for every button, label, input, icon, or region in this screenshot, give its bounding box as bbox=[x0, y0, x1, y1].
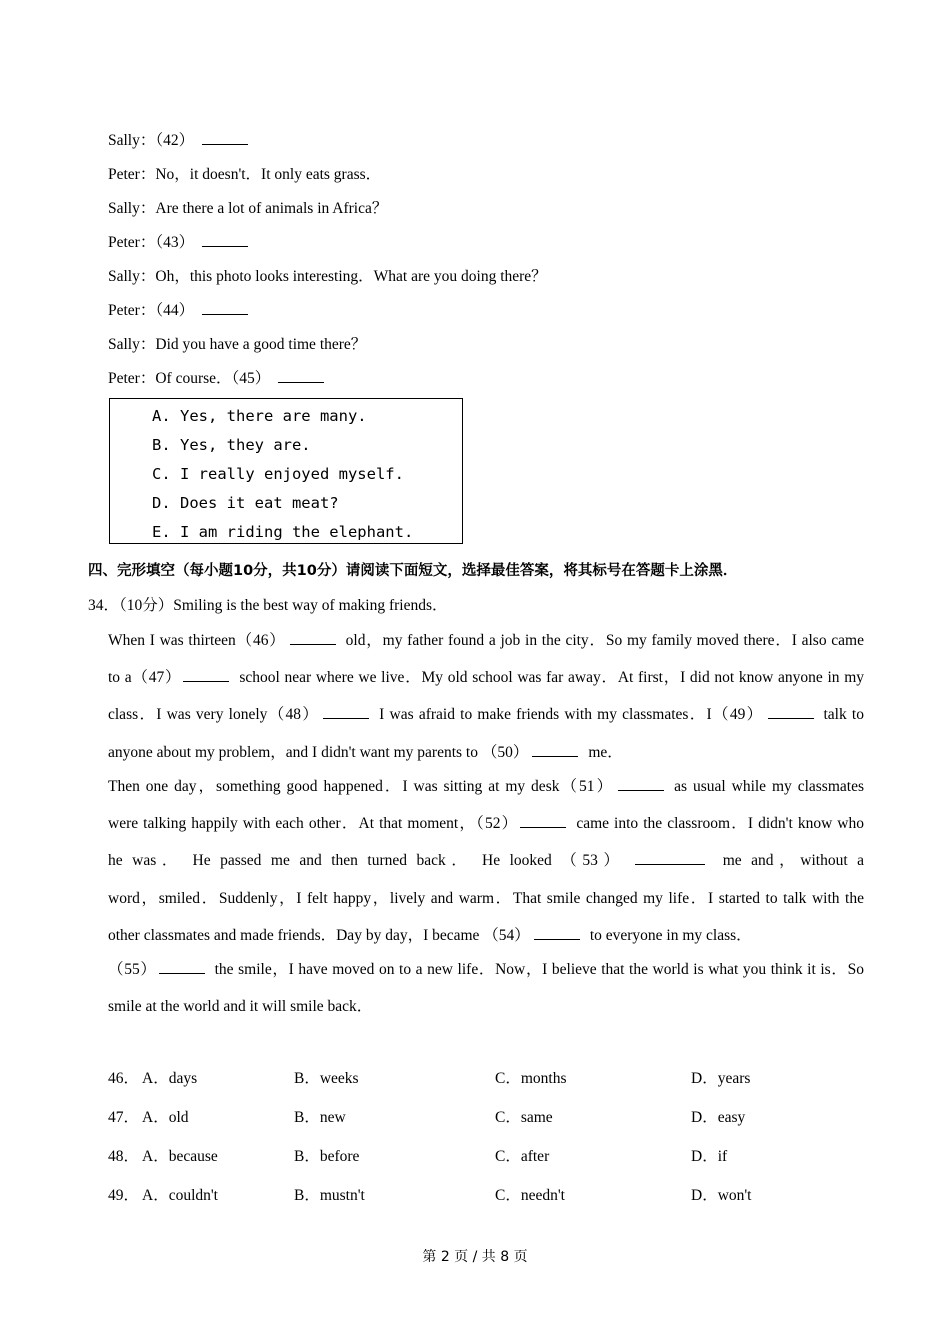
answer-blank-54[interactable] bbox=[534, 938, 580, 940]
speaker: Sally： bbox=[108, 268, 156, 285]
question-number: 48． bbox=[108, 1148, 140, 1165]
passage-text: word，smiled．Suddenly，I felt happy，lively and warm．That smile changed my life．I started to talk with the bbox=[108, 890, 864, 907]
passage-text: he was． He passed me and then turned back． He looked （53） bbox=[108, 852, 625, 869]
answer-blank-46[interactable] bbox=[290, 643, 336, 645]
choice-b[interactable]: B．mustn't bbox=[294, 1187, 365, 1204]
passage-text: me and，without a bbox=[722, 852, 865, 869]
passage-text: me． bbox=[588, 744, 623, 761]
passage-text: smile at the world and it will smile back． bbox=[108, 998, 373, 1015]
choice-row-46 bbox=[108, 1066, 808, 1088]
answer-blank-50[interactable] bbox=[532, 755, 578, 757]
passage-text: class．I was very lonely（48） bbox=[108, 706, 320, 723]
speaker: Peter： bbox=[108, 370, 156, 387]
page-footer: 第 2 页 / 共 8 页 bbox=[422, 1249, 528, 1265]
option-d: D. Does it eat meat? bbox=[152, 494, 339, 512]
passage-text: school near where we live．My old school was far away．At first，I did not know anyone in my bbox=[239, 669, 864, 686]
dialogue-line-4 bbox=[108, 230, 248, 252]
choice-d[interactable]: D．if bbox=[691, 1148, 728, 1165]
section-title: 四、完形填空（每小题10分，共10分）请阅读下面短文，选择最佳答案，将其标号在答题卡上涂黑． bbox=[88, 563, 738, 579]
passage-text: came into the classroom．I didn't know who bbox=[576, 815, 865, 832]
choice-a[interactable]: A．couldn't bbox=[142, 1187, 218, 1204]
passage-line-11 bbox=[108, 994, 864, 1016]
option-c: C. I really enjoyed myself. bbox=[152, 465, 404, 483]
dialogue-line-8 bbox=[108, 366, 324, 388]
answer-blank-51[interactable] bbox=[618, 789, 664, 791]
choice-a[interactable]: A．old bbox=[142, 1109, 189, 1126]
passage-line-7 bbox=[108, 848, 864, 870]
passage-text: I was afraid to make friends with my classmates．I（49） bbox=[379, 706, 764, 723]
passage-text: were talking happily with each other．At that moment，（52） bbox=[108, 815, 519, 832]
passage-text: （55） bbox=[108, 961, 157, 978]
answer-blank-53[interactable] bbox=[635, 863, 705, 865]
speaker: Sally： bbox=[108, 132, 156, 149]
choice-a[interactable]: A．days bbox=[142, 1070, 198, 1087]
dialogue-line-1 bbox=[108, 128, 248, 150]
options-box bbox=[109, 398, 463, 544]
passage-line-4 bbox=[108, 740, 864, 762]
choice-d[interactable]: D．won't bbox=[691, 1187, 752, 1204]
dialogue-text: （42） bbox=[155, 132, 195, 149]
passage-text: as usual while my classmates bbox=[674, 778, 864, 795]
passage-line-1 bbox=[108, 628, 864, 650]
choice-row-49 bbox=[108, 1183, 808, 1205]
passage-text: to everyone in my class． bbox=[589, 927, 752, 944]
dialogue-text: Of course．（45） bbox=[155, 370, 271, 387]
question-number: 46． bbox=[108, 1070, 140, 1087]
dialogue-line-3 bbox=[108, 196, 387, 218]
choice-b[interactable]: B．before bbox=[294, 1148, 360, 1165]
answer-blank[interactable] bbox=[202, 245, 248, 247]
answer-blank-47[interactable] bbox=[183, 680, 229, 682]
passage-line-10 bbox=[108, 957, 864, 979]
choice-row-47 bbox=[108, 1105, 808, 1127]
speaker: Peter： bbox=[108, 302, 156, 319]
passage-line-6 bbox=[108, 811, 864, 833]
passage-text: to a（47） bbox=[108, 669, 182, 686]
speaker: Sally： bbox=[108, 200, 156, 217]
passage-text: anyone about my problem，and I didn't want my parents to （50） bbox=[108, 744, 529, 761]
answer-blank[interactable] bbox=[202, 313, 248, 315]
passage-text: other classmates and made friends．Day by day，I became （54） bbox=[108, 927, 530, 944]
question-intro: 34．（10分）Smiling is the best way of making friends． bbox=[88, 597, 448, 614]
passage-text: the smile，I have moved on to a new life．Now，I believe that the world is what you think it is．So bbox=[214, 961, 864, 978]
dialogue-text: Did you have a good time there？ bbox=[155, 336, 367, 353]
dialogue-text: Are there a lot of animals in Africa？ bbox=[155, 200, 388, 217]
question-number: 47． bbox=[108, 1109, 140, 1126]
passage-line-9 bbox=[108, 923, 864, 945]
passage-text: old，my father found a job in the city．So my family moved there．I also came bbox=[345, 632, 864, 649]
dialogue-text: （43） bbox=[155, 234, 195, 251]
dialogue-text: Oh，this photo looks interesting．What are you doing there？ bbox=[155, 268, 547, 285]
passage-text: talk to bbox=[823, 706, 864, 723]
passage-text: Then one day，something good happened．I was sitting at my desk（51） bbox=[108, 778, 615, 795]
speaker: Peter： bbox=[108, 234, 156, 251]
answer-blank-48[interactable] bbox=[323, 717, 369, 719]
option-a: A. Yes, there are many. bbox=[152, 407, 367, 425]
passage-line-2 bbox=[108, 665, 864, 687]
dialogue-line-6 bbox=[108, 298, 248, 320]
choice-b[interactable]: B．new bbox=[294, 1109, 346, 1126]
dialogue-line-5 bbox=[108, 264, 547, 286]
choice-b[interactable]: B．weeks bbox=[294, 1070, 359, 1087]
passage-line-8 bbox=[108, 886, 864, 908]
choice-c[interactable]: C．months bbox=[495, 1070, 567, 1087]
choice-c[interactable]: C．after bbox=[495, 1148, 550, 1165]
option-e: E. I am riding the elephant. bbox=[152, 523, 414, 541]
dialogue-line-2 bbox=[108, 162, 381, 184]
answer-blank-49[interactable] bbox=[768, 717, 814, 719]
question-number: 49． bbox=[108, 1187, 140, 1204]
choice-a[interactable]: A．because bbox=[142, 1148, 218, 1165]
choice-d[interactable]: D．years bbox=[691, 1070, 751, 1087]
choice-c[interactable]: C．same bbox=[495, 1109, 553, 1126]
answer-blank[interactable] bbox=[278, 381, 324, 383]
answer-blank-55[interactable] bbox=[159, 972, 205, 974]
speaker: Peter： bbox=[108, 166, 156, 183]
choice-c[interactable]: C．needn't bbox=[495, 1187, 565, 1204]
passage-text: When I was thirteen（46） bbox=[108, 632, 286, 649]
choice-row-48 bbox=[108, 1144, 808, 1166]
dialogue-line-7 bbox=[108, 332, 366, 354]
answer-blank-52[interactable] bbox=[520, 826, 566, 828]
choice-d[interactable]: D．easy bbox=[691, 1109, 746, 1126]
answer-blank[interactable] bbox=[202, 143, 248, 145]
dialogue-text: （44） bbox=[155, 302, 195, 319]
option-b: B. Yes, they are. bbox=[152, 436, 311, 454]
passage-line-5 bbox=[108, 774, 864, 796]
speaker: Sally： bbox=[108, 336, 156, 353]
dialogue-text: No，it doesn't．It only eats grass． bbox=[155, 166, 382, 183]
passage-line-3 bbox=[108, 702, 864, 724]
